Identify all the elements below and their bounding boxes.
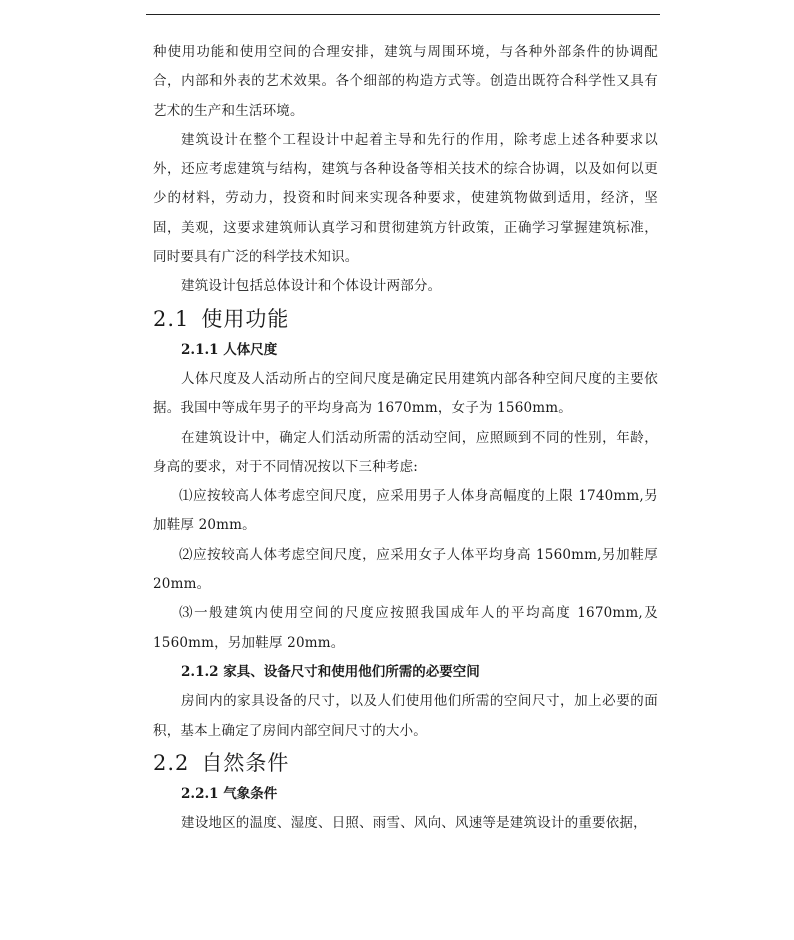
- section-heading-2-2: [153, 746, 658, 780]
- paragraph: 建设地区的温度、湿度、日照、雨雪、风向、风速等是建筑设计的重要依据，: [181, 815, 647, 832]
- paragraph: 建筑设计包括总体设计和个体设计两部分。: [181, 278, 442, 295]
- page-content: [153, 38, 658, 838]
- paragraph: 建筑设计在整个工程设计中起着主导和先行的作用，除考虑上述各种要求以外，还应考虑建筑与结构，建筑与各种设备等相关技术的综合协调，以及如何以更少的材料，劳动力，投资和时间来实现各种要求，使建筑物做到适用，经济，坚固，美观，这要求建筑师认真学习和贯彻建筑方针政策，正确学习掌握建筑标准，同时要具有广泛的科学技术知识。: [153, 131, 658, 266]
- list-item: ⑴应按较高人体考虑空间尺度，应采用男子人体身高幅度的上限 1740mm,另加鞋厚 20mm。: [153, 488, 658, 534]
- paragraph: 在建筑设计中，确定人们活动所需的活动空间，应照顾到不同的性别，年龄，身高的要求，对于不同情况按以下三种考虑:: [153, 429, 658, 475]
- section-title: 自然条件: [201, 750, 290, 775]
- header-rule: [146, 14, 660, 15]
- section-title: 使用功能: [201, 306, 290, 331]
- list-item: ⑶一般建筑内使用空间的尺度应按照我国成年人的平均高度 1670mm,及 1560mm，另加鞋厚 20mm。: [153, 605, 658, 651]
- list-item: ⑵应按较高人体考虑空间尺度，应采用女子人体平均身高 1560mm,另加鞋厚 20mm。: [153, 546, 658, 593]
- subsection-heading-2-1-1: 2.1.1 人体尺度: [181, 341, 278, 358]
- section-heading-2-1: [153, 302, 658, 336]
- paragraph: 房间内的家具设备的尺寸，以及人们使用他们所需的空间尺寸，加上必要的面积，基本上确定了房间内部空间尺寸的大小。: [153, 693, 658, 739]
- paragraph: 人体尺度及人活动所占的空间尺度是确定民用建筑内部各种空间尺度的主要依据。我国中等成年男子的平均身高为 1670mm，女子为 1560mm。: [153, 370, 658, 417]
- section-number: 2.1: [153, 306, 190, 331]
- subsection-heading-2-1-2: 2.1.2 家具、设备尺寸和使用他们所需的必要空间: [181, 663, 480, 680]
- section-number: 2.2: [153, 750, 190, 775]
- paragraph: 种使用功能和使用空间的合理安排，建筑与周围环境，与各种外部条件的协调配合，内部和外表的艺术效果。各个细部的构造方式等。创造出既符合科学性又具有艺术的生产和生活环境。: [153, 44, 658, 119]
- subsection-heading-2-2-1: 2.2.1 气象条件: [181, 785, 278, 802]
